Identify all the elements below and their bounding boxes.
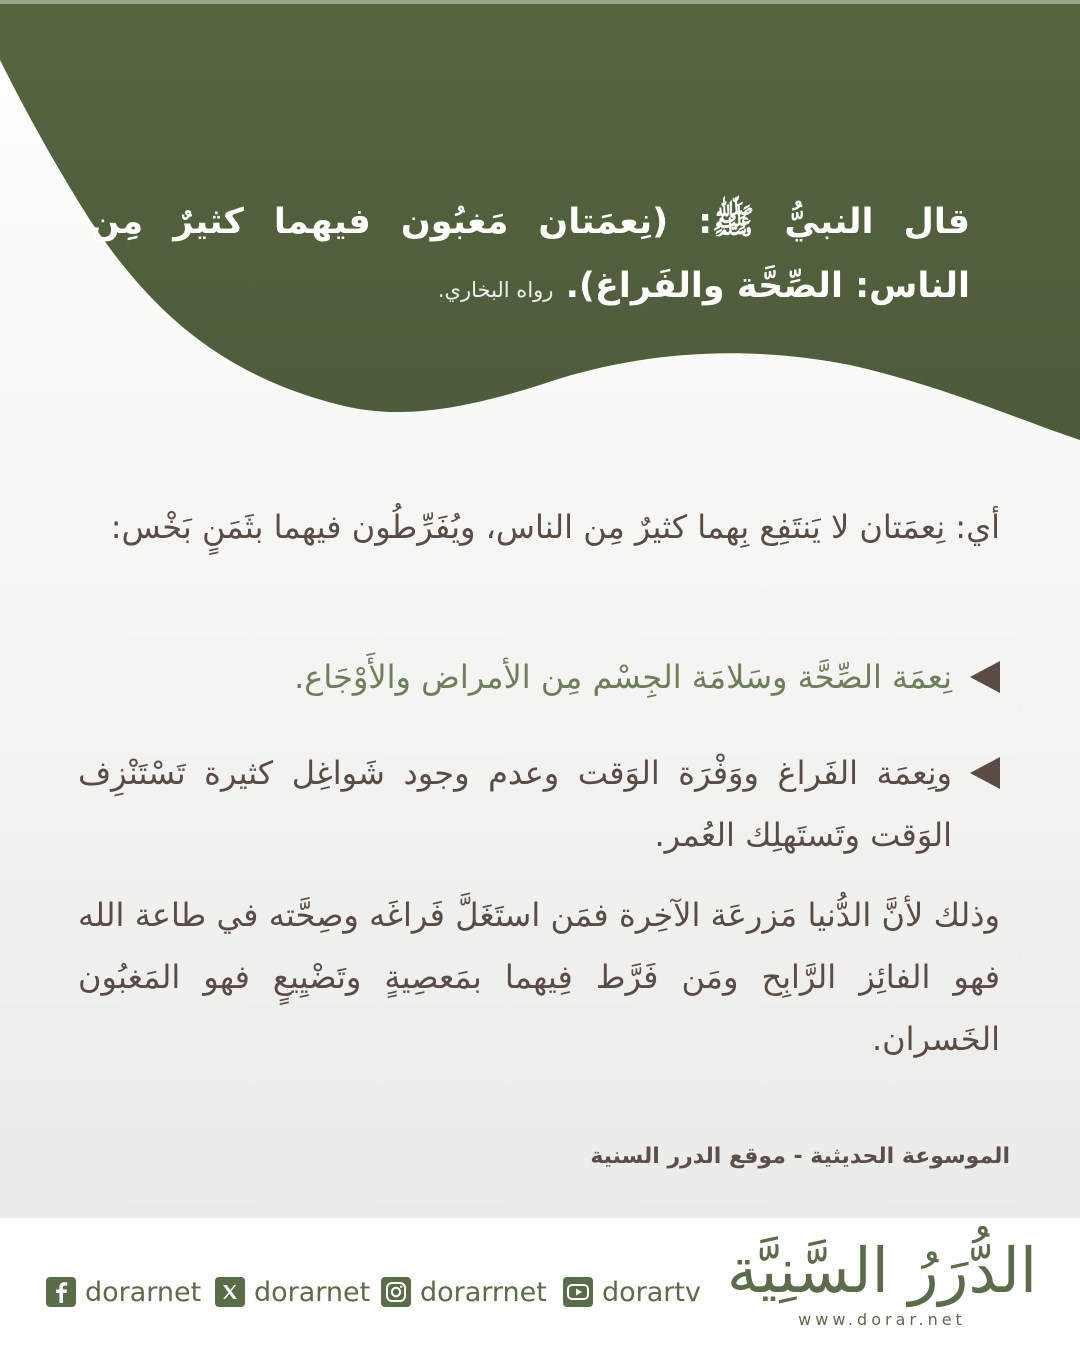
hadith-source: رواه البخاري.	[437, 278, 554, 302]
point-text: ونِعمَة الفَراغ ووَفْرَة الوَقت وعدم وجود شَواغِل كثيرة تَسْتَنْزِف الوَقت وتَستَهلِك العُمر.	[78, 754, 952, 854]
social-handle: dorarrnet	[420, 1276, 547, 1308]
youtube-icon	[563, 1277, 593, 1307]
social-instagram[interactable]	[381, 1276, 547, 1308]
facebook-icon	[46, 1277, 76, 1307]
triangle-bullet-icon	[952, 646, 1000, 708]
hadith-text	[90, 190, 970, 322]
explanation-intro: أي: نِعمَتان لا يَنتَفِع بِهما كثيرٌ مِن الناس، ويُفَرِّطُون فيهما بثَمَنٍ بَخْس:	[110, 508, 1000, 546]
social-facebook[interactable]	[46, 1276, 201, 1308]
point-health	[78, 646, 1000, 708]
point-text: نِعمَة الصِّحَّة وسَلامَة الجِسْم مِن الأمراض والأَوْجَاع.	[294, 658, 952, 696]
social-youtube[interactable]	[563, 1276, 701, 1308]
social-handle: dorartv	[602, 1276, 701, 1308]
social-x[interactable]	[215, 1276, 370, 1308]
logo-text: الدُّرَرُ السَّنِيَّة	[726, 1234, 1038, 1307]
hadith-quote: قال النبيُّ ﷺ: (نِعمَتان مَغبُون فيهما كثيرٌ مِن الناس: الصِّحَّة والفَراغ).	[90, 202, 970, 306]
triangle-bullet-icon	[952, 742, 1000, 804]
source-credit: الموسوعة الحديثية - موقع الدرر السنية	[590, 1144, 1010, 1169]
instagram-icon	[381, 1277, 411, 1307]
logo-url: www.dorar.net	[798, 1310, 966, 1329]
x-icon	[215, 1277, 245, 1307]
dorar-logo	[722, 1226, 1042, 1346]
explanation-conclusion: وذلك لأنَّ الدُّنيا مَزرعَة الآخِرة فمَن استَغَلَّ فَراغَه وصِحَّته في طاعة الله فهو الفائِز الرَّابِح ومَن فَرَّط فِيهما بمَعصِيةٍ وتَضْيِيعٍ فهو المَغبُون الخَسران.	[78, 896, 1000, 1058]
footer	[0, 1218, 1080, 1350]
social-handle: dorarnet	[85, 1276, 202, 1308]
social-handle: dorarnet	[254, 1276, 371, 1308]
point-free-time	[78, 742, 1000, 866]
